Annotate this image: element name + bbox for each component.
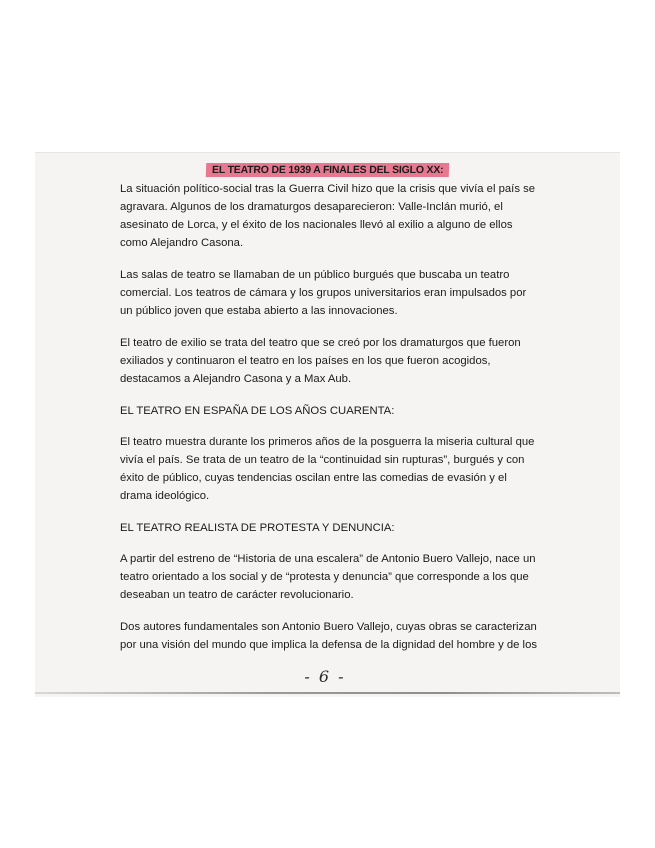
- paragraph-2: Las salas de teatro se llamaban de un público burgués que buscaba un teatro comercial. Los teatros de cámara y los grupos universitarios eran impulsados por un público joven que estaba abierto a las innovaciones.: [120, 269, 527, 317]
- section-heading-1: EL TEATRO EN ESPAÑA DE LOS AÑOS CUARENTA:: [120, 405, 395, 417]
- paragraph-3: El teatro de exilio se trata del teatro que se creó por los dramaturgos que fueron exiliados y continuaron el teatro en los países en los que fueron acogidos, destacamos a Alejandro Casona y a Max Aub.: [120, 337, 521, 385]
- section-heading-2: EL TEATRO REALISTA DE PROTESTA Y DENUNCIA:: [120, 522, 395, 534]
- title-wrapper: [0, 160, 655, 178]
- document-title: EL TEATRO DE 1939 A FINALES DEL SIGLO XX:: [206, 163, 450, 177]
- paper-top-edge: [35, 152, 620, 153]
- paragraph-1: La situación político-social tras la Guerra Civil hizo que la crisis que vivía el país se agravara. Algunos de los dramaturgos desaparecieron: Valle-Inclán murió, el asesinato de Lorca, y el éxito de los nacionales llevó al exilio a alguno de ellos como Alejandro Casona.: [120, 183, 536, 249]
- page-number: - 6 -: [304, 667, 346, 686]
- paragraph-6: Dos autores fundamentales son Antonio Buero Vallejo, cuyas obras se caracterizan por una visión del mundo que implica la defensa de la dignidad del hombre y de los: [120, 621, 537, 651]
- page-bottom-divider: [35, 692, 620, 694]
- paragraph-4: El teatro muestra durante los primeros años de la posguerra la miseria cultural que vivía el país. Se trata de un teatro de la “continuidad sin rupturas”, burgués y con éxito de público, cuyas tendencias oscilan entre las comedias de evasión y el drama ideológico.: [120, 436, 535, 502]
- paragraph-5: A partir del estreno de “Historia de una escalera” de Antonio Buero Vallejo, nace un teatro orientado a los social y de “protesta y denuncia” que corresponde a los que deseaban un teatro de carácter revolucionario.: [120, 553, 536, 601]
- document-body: [120, 180, 540, 668]
